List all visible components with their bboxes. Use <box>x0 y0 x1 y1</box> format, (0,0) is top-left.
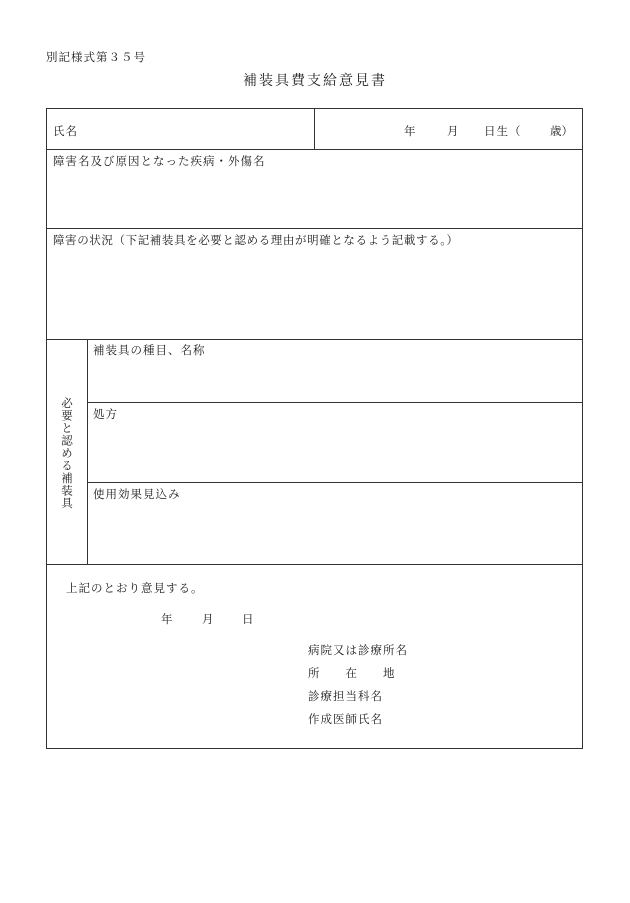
rule-name-divider <box>314 109 315 149</box>
opinion-day-label: 日 <box>242 612 254 626</box>
required-device-label: 必要と認める補装具 <box>60 397 74 510</box>
document-title: 補装具費支給意見書 <box>243 73 387 89</box>
location-label: 所 在 地 <box>308 666 396 680</box>
age-label: 歳） <box>550 124 573 138</box>
hospital-name-label: 病院又は診療所名 <box>308 643 408 657</box>
expected-effect-label: 使用効果見込み <box>93 487 181 501</box>
rule-name-row <box>47 149 582 150</box>
opinion-month-label: 月 <box>202 612 214 626</box>
disability-status-label: 障害の状況（下記補装具を必要と認める理由が明確となるよう記載する。） <box>53 233 459 247</box>
birth-year-label: 年 <box>404 124 416 138</box>
doctor-name-label: 作成医師氏名 <box>308 712 383 726</box>
rule-type-name <box>87 402 582 403</box>
birth-day-label: 日生（ <box>484 124 522 138</box>
device-type-name-label: 補装具の種目、名称 <box>93 343 206 357</box>
prescription-label: 処方 <box>93 407 118 421</box>
rule-prescription <box>87 482 582 483</box>
rule-disability-status <box>47 339 582 340</box>
rule-expected-effect <box>47 564 582 565</box>
name-label: 氏名 <box>53 124 78 138</box>
opinion-form-table <box>46 108 583 749</box>
department-label: 診療担当科名 <box>308 689 383 703</box>
form-number: 別記様式第３５号 <box>46 50 146 64</box>
rule-disability-name <box>47 228 582 229</box>
opinion-year-label: 年 <box>161 612 173 626</box>
rule-device-divider <box>87 339 88 564</box>
opinion-statement: 上記のとおり意見する。 <box>66 581 204 595</box>
disability-name-label: 障害名及び原因となった疾病・外傷名 <box>53 154 266 168</box>
birth-month-label: 月 <box>447 124 459 138</box>
